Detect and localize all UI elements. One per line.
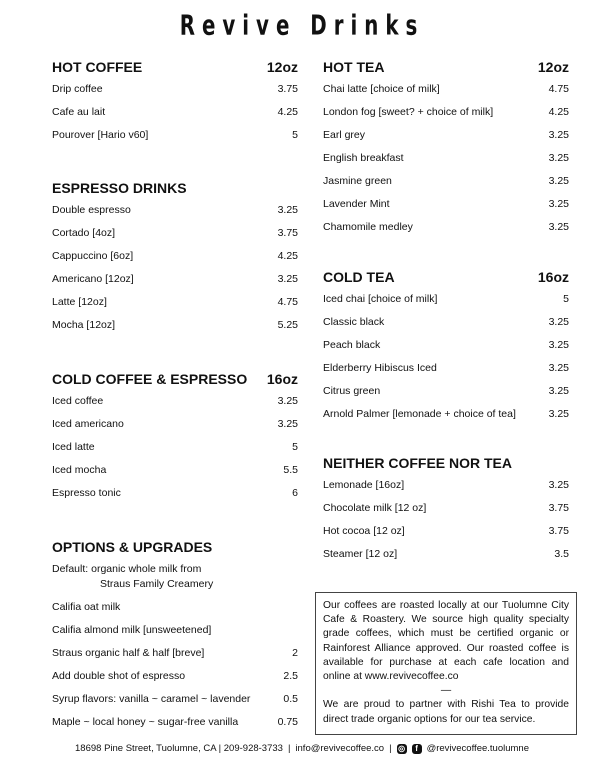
item-name: Chai latte [choice of milk] [323, 83, 440, 95]
item-price: 3.25 [548, 221, 569, 233]
menu-item [52, 128, 298, 151]
item-price: 3.75 [277, 227, 298, 239]
item-price: 0.5 [283, 693, 298, 705]
item-price: 3.25 [548, 152, 569, 164]
item-name: Iced latte [52, 441, 95, 453]
menu-item [323, 384, 569, 407]
item-name: Iced coffee [52, 395, 104, 407]
default-line2: Straus Family Creamery [100, 578, 214, 590]
section-header [52, 178, 298, 198]
item-price: 3.25 [548, 362, 569, 374]
item-price: 5 [292, 129, 298, 141]
menu-item [52, 440, 298, 463]
item-price: 3.25 [277, 395, 298, 407]
item-price: 3.25 [548, 175, 569, 187]
section-hot-coffee [52, 57, 298, 151]
about-separator: — [440, 685, 452, 697]
item-price: 6 [292, 487, 298, 499]
about-roasting: Our coffees are roasted locally at our Tuolumne City Cafe & Roastery. We source high quality specialty grade coffees, which must be certified organic or Rainforest Alliance approved. Our roasted coffee is available for purchase at each cafe location and online at www.revivecoffee.co [323, 600, 569, 683]
item-name: London fog [sweet? + choice of milk] [323, 106, 494, 118]
menu-item [52, 272, 298, 295]
instagram-icon[interactable]: ◎ [398, 743, 406, 753]
section-title: COLD COFFEE & ESPRESSO [52, 371, 248, 387]
section-espresso-drinks [52, 178, 298, 341]
section-title: NEITHER COFFEE NOR TEA [323, 455, 513, 471]
item-name: Cafe au lait [52, 106, 106, 118]
menu-item [52, 105, 298, 128]
menu-item [323, 82, 569, 105]
item-price: 3.25 [277, 273, 298, 285]
menu-item [52, 318, 298, 341]
item-name: Lemonade [16oz] [323, 479, 405, 491]
menu-item [323, 547, 569, 570]
item-name: Espresso tonic [52, 487, 121, 499]
menu-item [323, 407, 569, 430]
item-name: English breakfast [323, 152, 404, 164]
section-size: 12oz [537, 59, 569, 75]
menu-item [323, 361, 569, 384]
menu-item [52, 417, 298, 440]
item-name: Chamomile medley [323, 221, 413, 233]
item-price: 5 [292, 441, 298, 453]
item-price: 3.25 [548, 479, 569, 491]
section-title: HOT COFFEE [52, 59, 143, 75]
section-neither [323, 453, 569, 570]
item-name: Elderberry Hibiscus Iced [323, 362, 437, 374]
item-name: Add double shot of espresso [52, 670, 186, 682]
menu-item [52, 295, 298, 318]
item-price: 3.75 [548, 525, 569, 537]
item-name: Latte [12oz] [52, 296, 107, 308]
item-price: 3.25 [277, 204, 298, 216]
item-price: 3.75 [277, 83, 298, 95]
menu-item [323, 478, 569, 501]
section-title: HOT TEA [323, 59, 385, 75]
menu-item [52, 463, 298, 486]
item-name: Hot cocoa [12 oz] [323, 525, 405, 537]
menu-item [52, 692, 298, 715]
item-price: 3.25 [548, 385, 569, 397]
about-rishi: We are proud to partner with Rishi Tea to provide direct trade organic options for our tea service. [323, 699, 569, 725]
item-name: Lavender Mint [323, 198, 390, 210]
item-name: Iced americano [52, 418, 124, 430]
section-header [323, 267, 569, 287]
menu-item [323, 151, 569, 174]
footer-social-handle[interactable]: @revivecoffee.tuolumne [426, 743, 529, 754]
menu-item [52, 394, 298, 417]
footer [0, 743, 604, 754]
about-box [315, 592, 577, 735]
section-title: ESPRESSO DRINKS [52, 180, 187, 196]
menu-item [323, 501, 569, 524]
item-name: Peach black [323, 339, 381, 351]
item-name: Cappuccino [6oz] [52, 250, 134, 262]
item-price: 4.75 [277, 296, 298, 308]
item-price: 4.75 [548, 83, 569, 95]
menu-item [52, 82, 298, 105]
item-name: Arnold Palmer [lemonade + choice of tea] [323, 408, 516, 420]
menu-item [52, 623, 298, 646]
item-name: Mocha [12oz] [52, 319, 116, 331]
item-name: Califia almond milk [unsweetened] [52, 624, 212, 636]
item-price: 3.25 [548, 339, 569, 351]
item-price: 0.75 [277, 716, 298, 728]
section-size: 16oz [537, 269, 569, 285]
item-price: 5.25 [277, 319, 298, 331]
section-size: 16oz [266, 371, 298, 387]
item-price: 2 [292, 647, 298, 659]
item-price: 3.25 [548, 408, 569, 420]
footer-email[interactable]: info@revivecoffee.co [295, 743, 385, 754]
section-header [323, 57, 569, 77]
menu-item [52, 646, 298, 669]
menu-item [323, 128, 569, 151]
menu-item [52, 226, 298, 249]
item-name: Steamer [12 oz] [323, 548, 398, 560]
facebook-icon[interactable]: f [412, 744, 422, 754]
section-options [52, 537, 298, 738]
section-title: COLD TEA [323, 269, 395, 285]
item-price: 4.25 [548, 106, 569, 118]
menu-item [52, 715, 298, 738]
item-price: 3.25 [548, 198, 569, 210]
menu-item [323, 338, 569, 361]
menu-item [323, 197, 569, 220]
menu-item [52, 486, 298, 509]
footer-separator: | [389, 743, 392, 754]
item-price: 5.5 [283, 464, 298, 476]
options-list [52, 600, 298, 738]
menu-item [323, 105, 569, 128]
item-price: 3.25 [548, 316, 569, 328]
item-name: Straus organic half & half [breve] [52, 647, 205, 659]
footer-separator: | [287, 743, 291, 754]
menu-item [323, 174, 569, 197]
item-name: Double espresso [52, 204, 131, 216]
section-cold-coffee [52, 369, 298, 509]
item-name: Iced chai [choice of milk] [323, 293, 438, 305]
section-header [52, 369, 298, 389]
item-price: 3.25 [277, 418, 298, 430]
section-header [52, 537, 298, 557]
item-name: Chocolate milk [12 oz] [323, 502, 427, 514]
footer-address: 18698 Pine Street, Tuolumne, CA | 209-928-3733 [75, 743, 283, 754]
item-name: Iced mocha [52, 464, 107, 476]
section-title: OPTIONS & UPGRADES [52, 539, 213, 555]
section-header [323, 453, 569, 473]
menu-item [52, 249, 298, 272]
menu-item [323, 292, 569, 315]
item-price: 4.25 [277, 106, 298, 118]
default-milk-note [52, 562, 298, 600]
item-price: 3.5 [554, 548, 569, 560]
menu-item [323, 524, 569, 547]
item-name: Maple ~ local honey ~ sugar-free vanilla [52, 716, 239, 728]
menu-item [52, 669, 298, 692]
item-name: Syrup flavors: vanilla ~ caramel ~ lavender [52, 693, 251, 705]
default-line1: Default: organic whole milk from [52, 563, 202, 575]
item-name: Califia oat milk [52, 601, 121, 613]
menu-item [323, 220, 569, 243]
menu-item [52, 203, 298, 226]
item-name: Cortado [4oz] [52, 227, 116, 239]
section-cold-tea [323, 267, 569, 430]
item-price: 3.25 [548, 129, 569, 141]
item-price: 2.5 [283, 670, 298, 682]
section-header [52, 57, 298, 77]
item-name: Classic black [323, 316, 385, 328]
item-name: Drip coffee [52, 83, 103, 95]
menu-item [52, 600, 298, 623]
item-name: Americano [12oz] [52, 273, 134, 285]
menu-item [323, 315, 569, 338]
item-name: Pourover [Hario v60] [52, 129, 149, 141]
item-name: Citrus green [323, 385, 381, 397]
section-hot-tea [323, 57, 569, 243]
item-name: Earl grey [323, 129, 366, 141]
item-price: 3.75 [548, 502, 569, 514]
item-name: Jasmine green [323, 175, 392, 187]
page-title: Revive Drinks [179, 10, 425, 43]
item-price: 5 [563, 293, 569, 305]
item-price: 4.25 [277, 250, 298, 262]
section-size: 12oz [266, 59, 298, 75]
